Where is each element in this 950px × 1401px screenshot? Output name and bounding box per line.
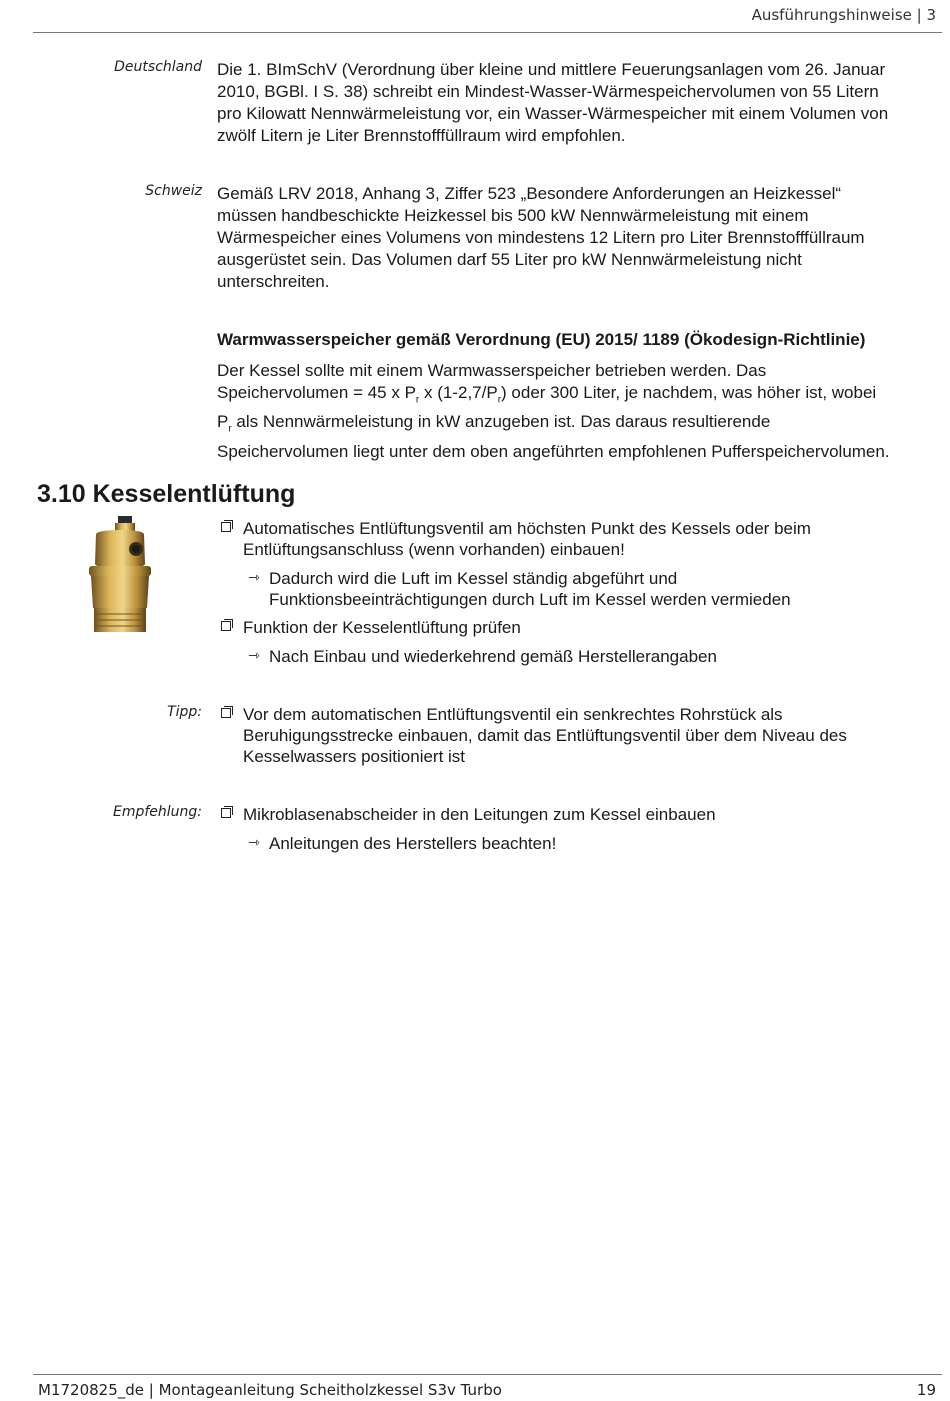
checkbox-icon — [221, 522, 231, 532]
text-line: müssen handbeschickte Heizkessel bis 500 kW Nennwärmeleistung mit einem — [217, 206, 809, 225]
text-line: Die 1. BImSchV (Verordnung über kleine und mittlere Feuerungsanlagen vom 26. Januar — [217, 60, 886, 79]
text-line: Speichervolumen liegt unter dem oben angeführten empfohlenen Pufferspeichervolumen. — [217, 441, 890, 461]
checkbox-icon — [221, 621, 231, 631]
text-line: Gemäß LRV 2018, Anhang 3, Ziffer 523 „Besondere Anforderungen an Heizkessel“ — [217, 184, 842, 203]
text-line: Speichervolumen = 45 x $P_r$ x $(1-2,7/P_r)$ oder 300 Liter, je nachdem, was höher ist, wobei — [217, 383, 877, 406]
germany-paragraph — [217, 59, 943, 147]
side-label-recommendation: Empfehlung: — [112, 804, 202, 820]
header-rule — [33, 32, 942, 33]
result-arrow-icon: ⇾ — [248, 835, 260, 851]
ecodesign-heading: Warmwasserspeicher gemäß Verordnung (EU) 2015/ 1189 (Ökodesign-Richtlinie) — [217, 330, 866, 349]
checkbox-icon — [221, 708, 231, 718]
text-line: zwölf Litern je Liter Brennstofffüllraum wird empfohlen. — [217, 126, 626, 145]
air-vent-valve-image — [82, 516, 158, 636]
side-label-tip: Tipp: — [167, 704, 202, 720]
text-line: 2010, BGBl. I S. 38) schreibt ein Mindest-Wasser-Wärmespeichervolumen von 55 Litern — [217, 82, 879, 101]
text-line: $P_r$ als Nennwärmeleistung in kW anzugeben ist. Das daraus resultierende — [217, 412, 771, 435]
side-label-switzerland: Schweiz — [145, 183, 202, 199]
text-line: ausgerüstet sein. Das Volumen darf 55 Liter pro kW Nennwärmeleistung nicht — [217, 250, 802, 269]
switzerland-paragraph — [217, 183, 943, 293]
section-title: 3.10 Kesselentlüftung — [37, 480, 296, 508]
footer-document: M1720825_de | Montageanleitung Scheitholzkessel S3v Turbo — [38, 1381, 502, 1399]
running-header: Ausführungshinweise | 3 — [751, 6, 936, 24]
text-line: Der Kessel sollte mit einem Warmwasserspeicher betrieben werden. Das — [217, 361, 767, 380]
footer-rule — [33, 1374, 942, 1375]
text-line: Wärmespeicher eines Volumens von mindestens 12 Litern pro Liter Brennstofffüllraum — [217, 228, 865, 247]
checkbox-icon — [221, 808, 231, 818]
side-label-germany: Deutschland — [114, 59, 202, 75]
result-arrow-icon: ⇾ — [248, 648, 260, 664]
page-number: 19 — [916, 1381, 936, 1399]
result-arrow-icon: ⇾ — [248, 570, 260, 586]
text-line: pro Kilowatt Nennwärmeleistung vor, ein Wasser-Wärmespeicher mit einem Volumen von — [217, 104, 889, 123]
text-line: unterschreiten. — [217, 272, 330, 291]
ecodesign-paragraph — [217, 360, 943, 463]
